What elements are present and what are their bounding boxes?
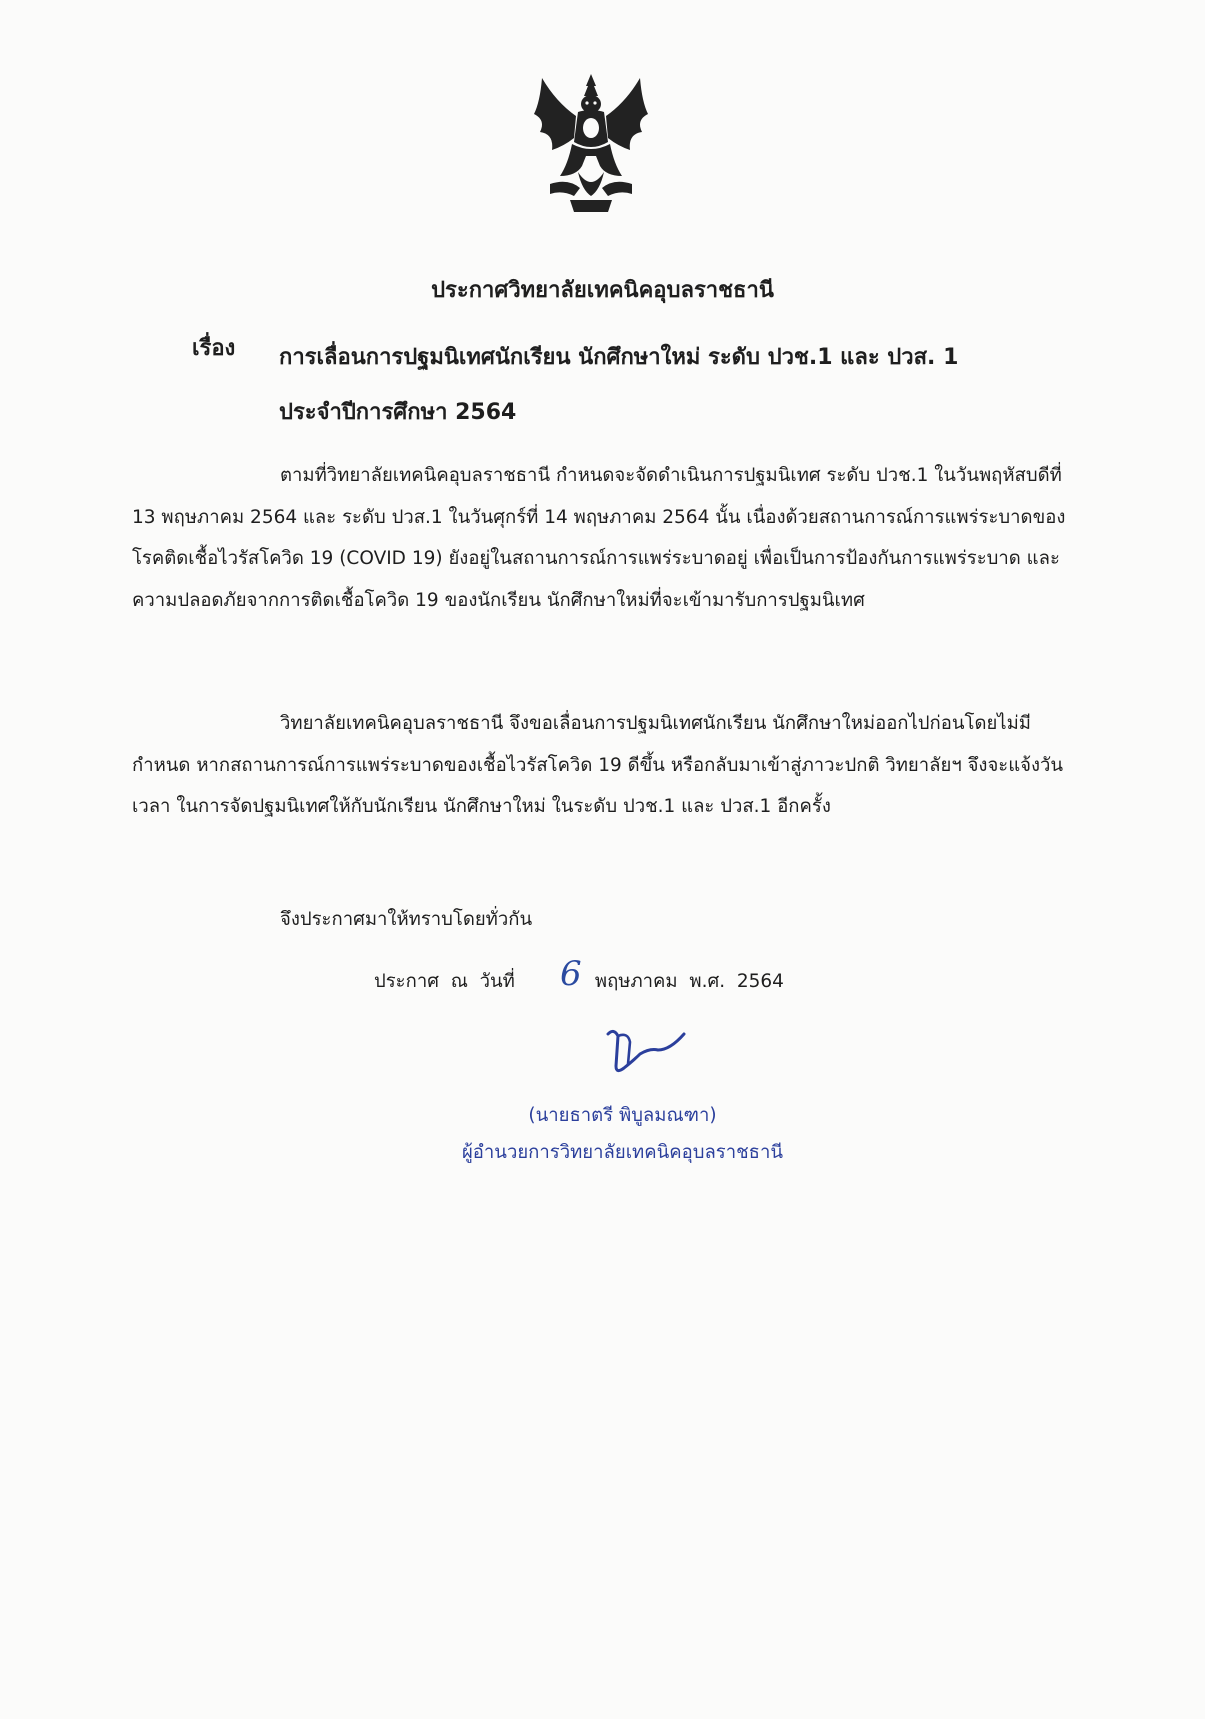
signer-name: (นายธาตรี พิบูลมณฑา) [528,1105,717,1126]
paragraph-2 [132,703,1075,828]
closing-statement: จึงประกาศมาให้ทราบโดยทั่วกัน [280,909,533,930]
subject-line-2: ประจำปีการศึกษา 2564 [279,400,517,425]
date-day-handwritten: 6 [560,954,582,994]
subject-text [279,330,1059,440]
announcement-title: ประกาศวิทยาลัยเทคนิคอุบลราชธานี [431,278,774,303]
garuda-emblem-icon [528,72,654,218]
paragraph-1-text: ตามที่วิทยาลัยเทคนิคอุบลราชธานี กำหนดจะจัดดำเนินการปฐมนิเทศ ระดับ ปวช.1 ในวันพฤหัสบดีที่ 13 พฤษภาคม 2564 และ ระดับ ปวส.1 ในวันศุกร์ที่ 14 พฤษภาคม 2564 นั้น เนื่องด้วยสถานการณ์การแพร่ระบาดของโรคติดเชื้อไวรัสโควิด 19 (COVID 19) ยังอยู่ในสถานการณ์การแพร่ระบาดอยู่ เพื่อเป็นการป้องกันการแพร่ระบาด และความปลอดภัยจากการติดเชื้อโควิด 19 ของนักเรียน นักศึกษาใหม่ที่จะเข้ามารับการปฐมนิเทศ [132,465,1066,611]
subject-label: เรื่อง [192,336,236,361]
subject-line-1: การเลื่อนการปฐมนิเทศนักเรียน นักศึกษาใหม่ ระดับ ปวช.1 และ ปวส. 1 [279,345,959,370]
handwritten-signature-icon [600,1020,690,1084]
signer-title: ผู้อำนวยการวิทยาลัยเทคนิคอุบลราชธานี [461,1142,784,1163]
paragraph-2-text: วิทยาลัยเทคนิคอุบลราชธานี จึงขอเลื่อนการปฐมนิเทศนักเรียน นักศึกษาใหม่ออกไปก่อนโดยไม่มีกำหนด หากสถานการณ์การแพร่ระบาดของเชื้อไวรัสโควิด 19 ดีขึ้น หรือกลับมาเข้าสู่ภาวะปกติ วิทยาลัยฯ จึงจะแจ้งวัน เวลา ในการจัดปฐมนิเทศให้กับนักเรียน นักศึกษาใหม่ ในระดับ ปวช.1 และ ปวส.1 อีกครั้ง [132,713,1064,817]
date-suffix: พฤษภาคม พ.ศ. 2564 [594,971,784,992]
date-prefix: ประกาศ ณ วันที่ [374,971,515,992]
paragraph-1 [132,455,1075,621]
